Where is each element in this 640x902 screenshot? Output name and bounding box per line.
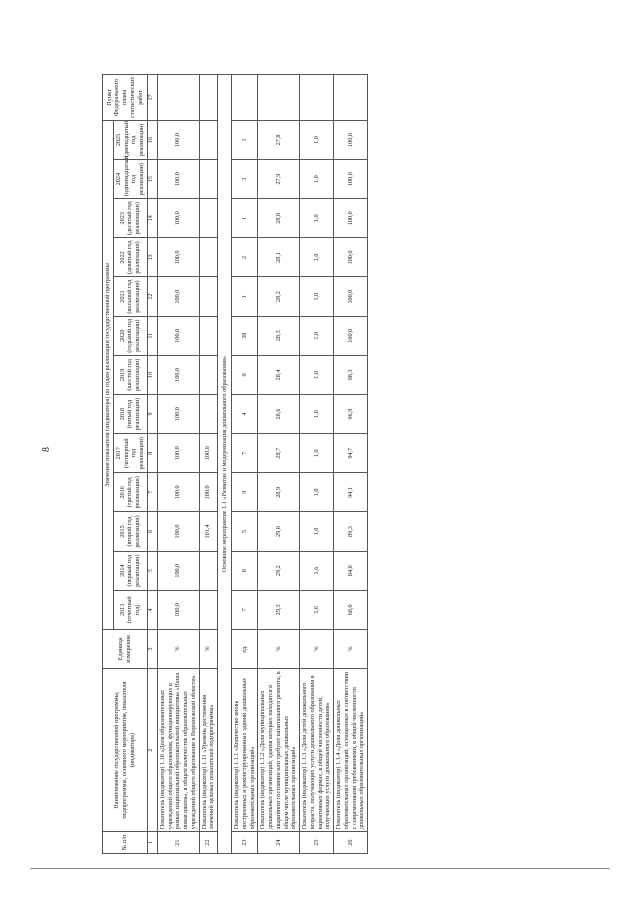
table-row: [300, 75, 334, 854]
value-cell: [199, 590, 218, 629]
year-header: [113, 238, 147, 277]
unit-cell: %: [258, 629, 300, 668]
year-header: [113, 156, 147, 199]
column-number: 14: [147, 199, 157, 238]
value-cell: 100,0: [157, 473, 199, 512]
year-header: [113, 120, 147, 159]
year-header: [113, 394, 147, 433]
value-cell: 100,0: [157, 512, 199, 551]
row-number: 22: [199, 832, 218, 854]
value-cell: 28,0: [258, 199, 300, 238]
table-row: [157, 75, 199, 854]
table-row: [334, 75, 368, 854]
value-cell: 100,0: [157, 120, 199, 159]
plan-item-cell: [258, 75, 300, 121]
value-cell: 1: [232, 199, 258, 238]
value-cell: 100,0: [334, 238, 368, 277]
value-cell: 1,0: [300, 199, 334, 238]
value-cell: 100,0: [157, 551, 199, 590]
value-cell: 100,0: [157, 238, 199, 277]
header-plan-item: Пункт Федерального плана статистических работ: [103, 75, 148, 121]
value-cell: 7: [232, 434, 258, 473]
value-cell: [199, 394, 218, 433]
value-cell: 9: [232, 355, 258, 394]
column-number: 10: [147, 355, 157, 394]
unit-cell: %: [334, 629, 368, 668]
indicator-name: Показатель (индикатор) 1.1.1 «Количество вновь построенных и реконструированных зданий дошкольных образовательных организаций»: [232, 669, 258, 832]
unit-cell: %: [300, 629, 334, 668]
value-cell: 100,0: [157, 199, 199, 238]
value-cell: 100,0: [157, 394, 199, 433]
indicator-name: Показатель (индикатор) 1.1.2 «Доля муниципальных дошкольных организаций, здания которых находятся в аварийном состоянии или требуют капитального ремонта, в общем числе муниципальных дошкольных образовательных организаций»: [258, 669, 300, 832]
plan-item-cell: [300, 75, 334, 121]
page-number: 8: [41, 447, 52, 452]
header-number: № п/п: [103, 832, 148, 854]
year-header: [113, 316, 147, 355]
value-cell: 28,2: [258, 277, 300, 316]
column-number: 5: [147, 551, 157, 590]
value-cell: 96,9: [334, 394, 368, 433]
value-cell: [199, 199, 218, 238]
unit-cell: %: [199, 629, 218, 668]
value-cell: 1,0: [300, 473, 334, 512]
value-cell: [199, 277, 218, 316]
value-cell: 100,0: [334, 316, 368, 355]
column-number: 2: [147, 669, 157, 832]
year-header: [113, 590, 147, 629]
value-cell: 28,3: [258, 316, 300, 355]
row-number: 26: [334, 832, 368, 854]
value-cell: 100,0: [157, 434, 199, 473]
value-cell: 100,0: [157, 277, 199, 316]
year-subtitle: (одиннадцатый год реализации): [122, 156, 145, 197]
value-cell: 4: [232, 394, 258, 433]
value-cell: 1,0: [300, 238, 334, 277]
year-header: [113, 355, 147, 394]
year-label: 2015: [118, 525, 126, 538]
value-cell: 84,0: [334, 551, 368, 590]
year-subtitle: (двенадцатый год реализации): [122, 120, 145, 158]
indicator-name: Показатель (индикатор) 1.10 «Доля образовательных учреждений общего образования, функционирующих в рамках национальной образовательной инициативы «Наша новая школа», в общем количестве образовательных учреждений общего образования в Воронежской области»: [157, 669, 199, 832]
year-subtitle: (третий год реализации): [126, 476, 142, 509]
year-header: [113, 277, 147, 316]
value-cell: 1: [232, 277, 258, 316]
value-cell: 5,6: [300, 590, 334, 629]
value-cell: 1,0: [300, 316, 334, 355]
row-number: 21: [157, 832, 199, 854]
year-subtitle: (второй год реализации): [126, 515, 142, 548]
value-cell: 100,0: [334, 120, 368, 159]
year-header: [113, 434, 147, 473]
column-number: 15: [147, 160, 157, 199]
table-row: [258, 75, 300, 854]
year-label: 2017: [114, 447, 122, 460]
value-cell: 1,0: [300, 160, 334, 199]
year-label: 2019: [118, 368, 126, 382]
value-cell: 29,2: [258, 551, 300, 590]
year-subtitle: (пятый год реализации): [126, 397, 142, 431]
row-number: 23: [232, 832, 258, 854]
value-cell: 1: [232, 120, 258, 159]
table-row: [199, 75, 218, 854]
year-label: 2021: [118, 290, 126, 303]
value-cell: 7: [232, 590, 258, 629]
year-header: [113, 199, 147, 238]
value-cell: 98,3: [334, 355, 368, 394]
value-cell: 94,7: [334, 434, 368, 473]
table-row: [232, 75, 258, 854]
header-name: Наименование государственной программы, подпрограммы, основного мероприятия, показателя (индикатора): [103, 669, 148, 832]
value-cell: 100,0: [157, 590, 199, 629]
value-cell: 100,0: [199, 473, 218, 512]
year-label: 2024: [114, 172, 122, 186]
value-cell: 101,4: [199, 512, 218, 551]
year-subtitle: (шестой год реализации): [126, 358, 142, 392]
year-subtitle: (десятый год реализации): [126, 201, 142, 236]
year-header: [113, 512, 147, 551]
value-cell: 38: [232, 316, 258, 355]
column-number: 1: [147, 832, 157, 854]
value-cell: 28,9: [258, 473, 300, 512]
year-label: 2018: [118, 407, 126, 421]
row-number: 24: [258, 832, 300, 854]
column-number: 16: [147, 120, 157, 159]
value-cell: [199, 355, 218, 394]
value-cell: 100,0: [157, 355, 199, 394]
value-cell: 8: [232, 551, 258, 590]
value-cell: 1,0: [300, 434, 334, 473]
plan-item-cell: [157, 75, 199, 121]
value-cell: 100,0: [334, 160, 368, 199]
year-label: 2014: [118, 564, 126, 577]
value-cell: 100,0: [334, 199, 368, 238]
plan-item-cell: [334, 75, 368, 121]
page-bottom-rule: [30, 868, 610, 869]
value-cell: 29,0: [258, 512, 300, 551]
column-number: 4: [147, 590, 157, 629]
year-label: 2022: [118, 251, 126, 264]
value-cell: 1,0: [300, 277, 334, 316]
year-label: 2016: [118, 486, 126, 499]
year-subtitle: (четвертый год реализации): [122, 437, 145, 470]
year-label: 2013: [118, 603, 126, 617]
column-number: 12: [147, 277, 157, 316]
value-cell: 1,0: [300, 394, 334, 433]
header-unit: Единица измерения: [103, 629, 148, 668]
column-number: 6: [147, 512, 157, 551]
section-row: [218, 75, 232, 854]
value-cell: 5: [232, 512, 258, 551]
value-cell: 27,9: [258, 160, 300, 199]
indicator-name: Показатель (индикатор) 1.11 «Уровень достижения значений целевых показателей подпрограммы»: [199, 669, 218, 832]
plan-item-cell: [232, 75, 258, 121]
value-cell: 3: [232, 160, 258, 199]
year-subtitle: (седьмой год реализации): [126, 318, 142, 353]
year-label: 2020: [118, 329, 126, 342]
column-number: 9: [147, 394, 157, 433]
value-cell: 1,0: [300, 512, 334, 551]
column-number: 17: [147, 75, 157, 121]
value-cell: 28,1: [258, 238, 300, 277]
value-cell: 100,0: [157, 160, 199, 199]
column-number: 11: [147, 316, 157, 355]
indicator-name: Показатель (индикатор) 1.1.4 «Доля дошкольных образовательных организаций, оснащенных в соответствии с современными требованиями, в общей численности дошкольных образовательных организаций»: [334, 669, 368, 832]
value-cell: [199, 316, 218, 355]
year-subtitle: (первый год реализации): [126, 554, 142, 587]
indicator-name: Показатель (индикатор) 1.1.3 «Доля детей дошкольного возраста, получающих услуги дошкольного образования в вариативных формах, в общей численности детей, получающих услуги дошкольного образования»: [300, 669, 334, 832]
header-values: Значения показателя (индикатора) по годам реализации государственной программы: [103, 120, 114, 629]
plan-item-cell: [199, 75, 218, 121]
value-cell: 68,0: [334, 590, 368, 629]
value-cell: 1,0: [300, 120, 334, 159]
column-number: 8: [147, 434, 157, 473]
year-label: 2025: [114, 133, 122, 147]
value-cell: 2: [232, 238, 258, 277]
indicators-table: [102, 74, 368, 854]
year-subtitle: (отчетный год): [126, 596, 142, 624]
year-label: 2023: [118, 212, 126, 225]
year-subtitle: (восьмой год реализации): [126, 279, 142, 314]
value-cell: [199, 120, 218, 159]
rotated-page-content: [102, 74, 622, 854]
unit-cell: ед.: [232, 629, 258, 668]
column-number: 13: [147, 238, 157, 277]
value-cell: [199, 238, 218, 277]
column-number: 7: [147, 473, 157, 512]
year-header: [113, 551, 147, 590]
value-cell: 28,7: [258, 434, 300, 473]
year-subtitle: (девятый год реализации): [126, 240, 142, 275]
value-cell: 89,3: [334, 512, 368, 551]
value-cell: 29,3: [258, 590, 300, 629]
value-cell: 1,0: [300, 355, 334, 394]
value-cell: 27,8: [258, 120, 300, 159]
value-cell: [199, 551, 218, 590]
row-number: 25: [300, 832, 334, 854]
value-cell: 28,4: [258, 355, 300, 394]
value-cell: 9: [232, 473, 258, 512]
value-cell: 100,0: [157, 316, 199, 355]
column-number: 3: [147, 629, 157, 668]
value-cell: 1,6: [300, 551, 334, 590]
value-cell: 94,1: [334, 473, 368, 512]
year-header: [113, 473, 147, 512]
value-cell: 100,0: [199, 434, 218, 473]
unit-cell: %: [157, 629, 199, 668]
value-cell: 28,6: [258, 394, 300, 433]
section-title: Основное мероприятие 1.1 «Развитие и модернизация дошкольного образования»: [218, 75, 232, 854]
value-cell: [199, 160, 218, 199]
value-cell: 100,0: [334, 277, 368, 316]
